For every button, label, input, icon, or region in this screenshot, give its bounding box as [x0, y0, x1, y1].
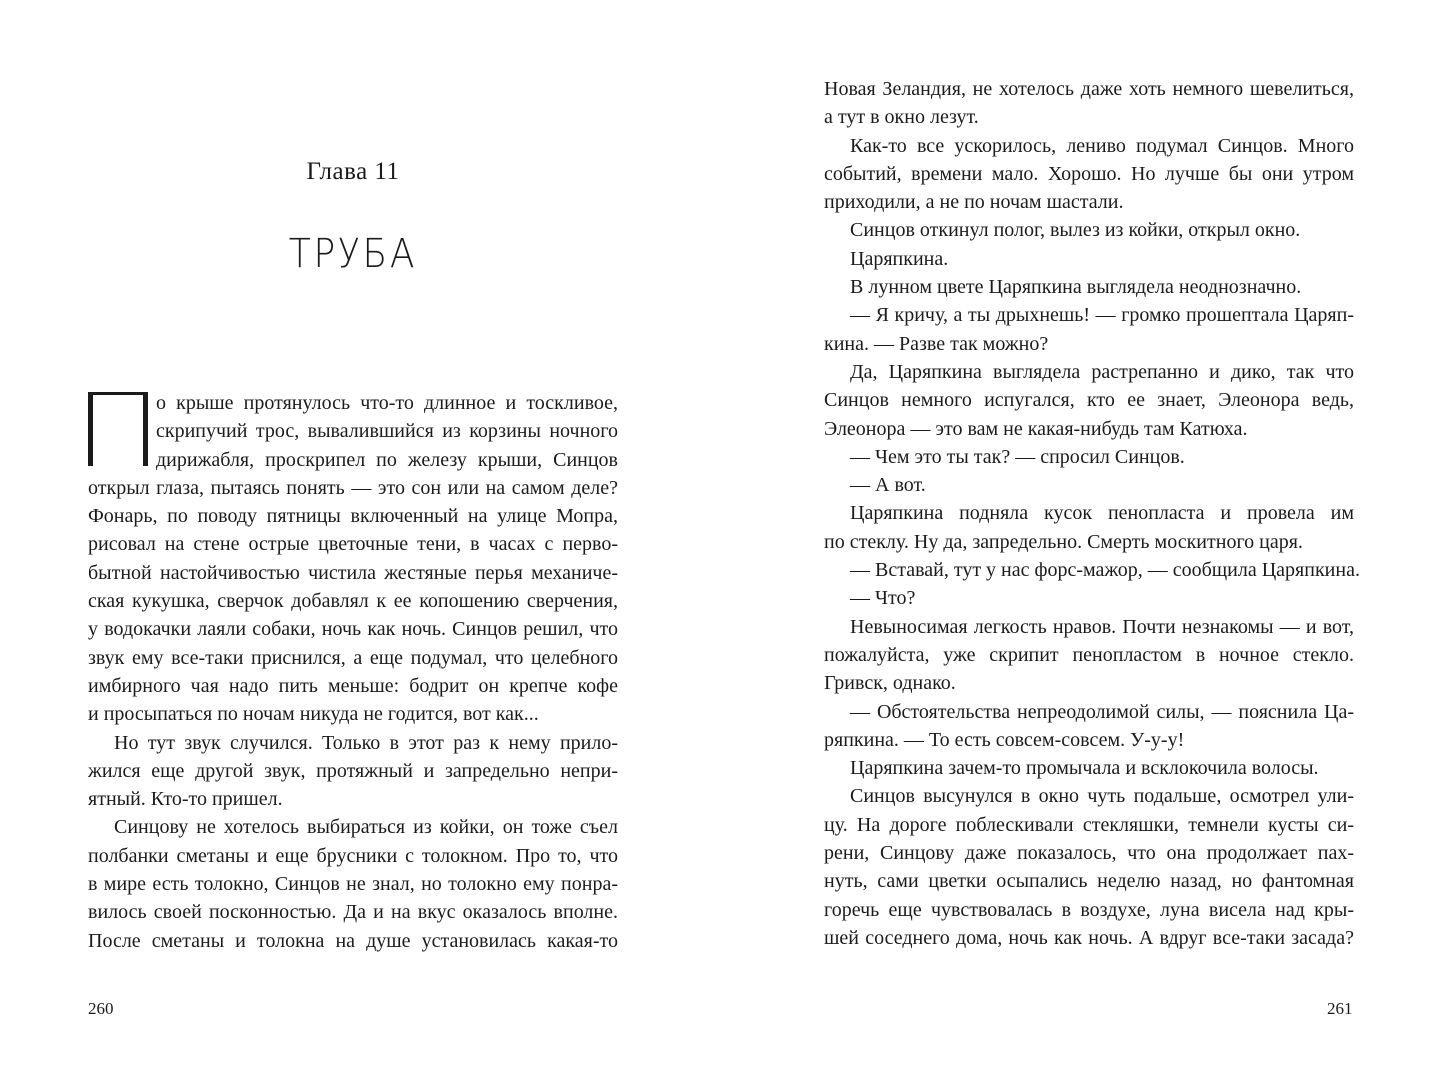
text-line: и просыпаться по ночам никуда не годится, вот как...: [88, 703, 539, 726]
text-line: жился еще другой звук, протяжный и запредельно непри-: [88, 759, 618, 782]
text-line: кина. — Разве так можно?: [824, 332, 1049, 355]
text-line: Невыносимая легкость нравов. Почти незнакомы — и вот,: [850, 615, 1354, 638]
text-line: — Обстоятельства непреодолимой силы, — пояснила Ца-: [850, 700, 1354, 723]
text-line: рени, Синцову даже показалось, что она продолжает пах-: [824, 842, 1354, 865]
text-line: Царяпкина.: [850, 247, 949, 270]
text-line: шей соседнего дома, ночь как ночь. А вдруг все-таки засада?: [824, 926, 1354, 949]
text-line: — Я кричу, а ты дрыхнешь! — громко прошептала Царяп-: [850, 304, 1354, 327]
text-line: — Вставай, тут у нас форс-мажор, — сообщила Царяпкина.: [850, 559, 1360, 582]
text-line: Новая Зеландия, не хотелось даже хоть немного шевелиться,: [824, 78, 1354, 100]
text-line: вилось своей посконностью. Да и на вкус оказалось вполне.: [88, 901, 618, 924]
text-line: нуть, сами цветки осыпались неделю назад, но фантомная: [824, 870, 1354, 893]
text-line: скрипучий трос, вывалившийся из корзины ночного: [156, 420, 618, 443]
text-line: о крыше протянулось что-то длинное и тоскливое,: [156, 392, 618, 414]
text-line: имбирного чая надо пить меньше: бодрит он крепче кофе: [88, 674, 618, 697]
text-line: — Что?: [850, 587, 916, 610]
text-line: по стеклу. Ну да, запредельно. Смерть москитного царя.: [824, 530, 1303, 553]
text-line: пожалуйста, уже скрипит пенопластом в ночное стекло.: [824, 643, 1354, 666]
text-line: В лунном цвете Царяпкина выглядела неоднозначно.: [850, 276, 1302, 299]
text-line: в мире есть толокно, Синцов не знал, но толокно ему понра-: [88, 873, 618, 896]
text-line: полбанки сметаны и еще брусники с толокном. Про то, что: [88, 844, 618, 867]
text-line: Царяпкина подняла кусок пенопласта и провела им: [850, 502, 1354, 525]
text-line: — Чем это ты так? — спросил Синцов.: [850, 445, 1185, 468]
text-line: Синцов высунулся в окно чуть подальше, осмотрел ули-: [850, 785, 1354, 808]
text-line: звук ему все-таки приснился, а еще подумал, что целебного: [88, 646, 618, 669]
text-line: приходили, а не по ночам шастали.: [824, 191, 1124, 214]
text-line: Синцов откинул полог, вылез из койки, открыл окно.: [850, 219, 1301, 242]
chapter-title: ТРУБА: [288, 231, 418, 277]
text-line: Синцову не хотелось выбираться из койки, он тоже съел: [114, 816, 618, 839]
page-number: 260: [88, 999, 114, 1018]
text-line: Да, Царяпкина выглядела растрепанно и дико, так что: [850, 360, 1354, 383]
right-page: [720, 0, 1440, 1080]
text-line: Но тут звук случился. Только в этот раз к нему прило-: [114, 731, 618, 754]
right-body-text: [824, 75, 1360, 952]
page-number: 261: [1327, 999, 1353, 1018]
left-body-text: [88, 389, 618, 955]
text-line: а тут в окно лезут.: [824, 106, 979, 129]
text-line: цу. На дороге поблескивали стекляшки, темнели кусты си-: [824, 813, 1354, 836]
text-line: ская кукушка, сверчок добавлял к ее копошению сверчения,: [88, 590, 618, 613]
text-line: событий, времени мало. Хорошо. Но лучше бы они утром: [824, 162, 1354, 185]
text-line: Гривск, однако.: [824, 672, 956, 695]
text-line: Синцов немного испугался, кто ее знает, Элеонора ведь,: [824, 389, 1354, 412]
text-line: бытной настойчивостью чистила жестяные перья механиче-: [88, 561, 618, 584]
text-line: ятный. Кто-то пришел.: [88, 788, 283, 811]
chapter-label: Глава 11: [306, 158, 400, 185]
text-line: Элеонора — это вам не какая-нибудь там Катюха.: [824, 417, 1248, 440]
text-line: открыл глаза, пытаясь понять — это сон или на самом деле?: [88, 476, 618, 499]
text-line: Фонарь, по поводу пятницы включенный на улице Мопра,: [88, 505, 618, 528]
text-line: ряпкина. — То есть совсем-совсем. У-у-у!: [824, 728, 1185, 751]
text-line: — А вот.: [850, 474, 926, 497]
text-line: горечь еще чувствовалась в воздухе, луна висела над кры-: [824, 898, 1354, 921]
text-line: дирижабля, проскрипел по железу крыши, Синцов: [156, 448, 618, 471]
text-line: рисовал на стене острые цветочные тени, в часах с перво-: [88, 533, 618, 556]
text-line: у водокачки лаяли собаки, ночь как ночь. Синцов решил, что: [88, 618, 618, 641]
text-line: Как-то все ускорилось, лениво подумал Синцов. Много: [850, 134, 1354, 157]
text-line: Царяпкина зачем-то промычала и всклокочила волосы.: [850, 757, 1319, 780]
text-line: После сметаны и толокна на душе установилась какая-то: [88, 929, 618, 952]
